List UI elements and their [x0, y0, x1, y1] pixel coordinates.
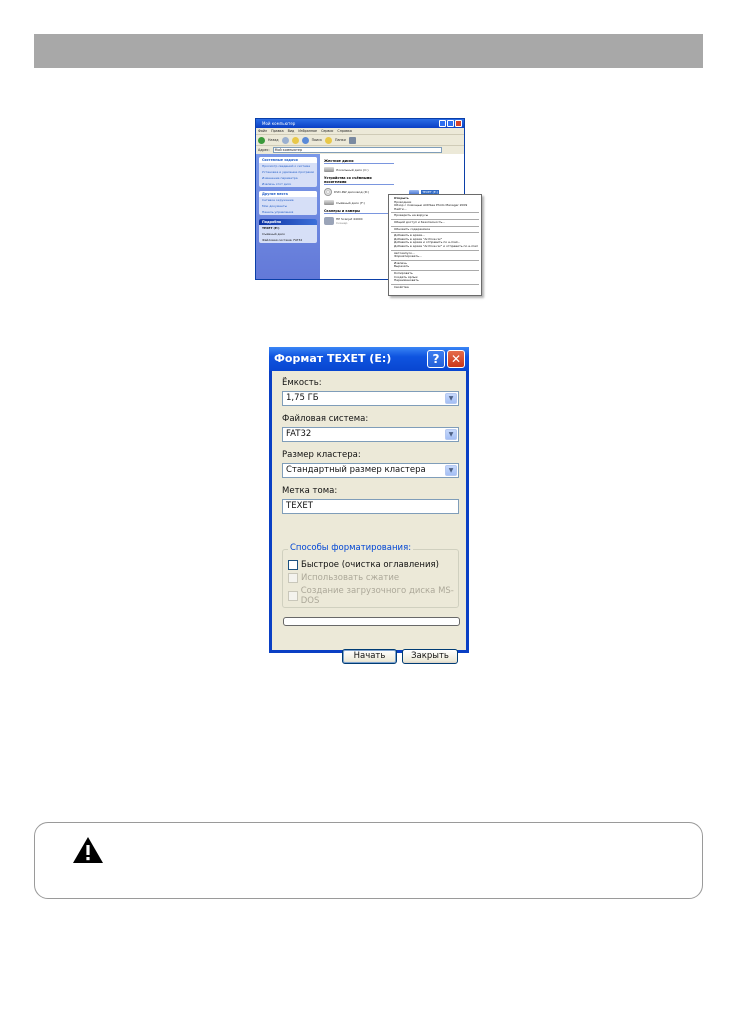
dialog-title-bar	[269, 347, 469, 371]
chevron-down-icon[interactable]: ▼	[445, 465, 457, 476]
msdos-checkbox	[288, 586, 466, 606]
details-panel	[259, 219, 317, 243]
menu-item-help[interactable]: Справка	[337, 129, 352, 133]
close-icon[interactable]	[455, 120, 462, 127]
msdos-label: Создание загрузочного диска MS-DOS	[300, 586, 454, 606]
close-button[interactable]: Закрыть	[402, 649, 458, 664]
cluster-label: Размер кластера:	[282, 450, 361, 460]
close-icon[interactable]: ✕	[447, 350, 465, 368]
up-folder-icon[interactable]	[292, 137, 299, 144]
menu-item-archive-rar-email[interactable]: Добавить в архив "Archive.rar" и отправить по e-mail	[394, 243, 478, 248]
details-type: Съёмный диск	[262, 232, 286, 236]
search-icon[interactable]	[302, 137, 309, 144]
menu-item-refresh[interactable]: Обновить содержимое	[394, 226, 431, 231]
panel-title[interactable]: Подробно	[259, 219, 317, 225]
chevron-down-icon[interactable]: ▼	[445, 393, 457, 404]
drive-item[interactable]	[324, 167, 460, 172]
address-bar	[256, 146, 464, 154]
folders-icon[interactable]	[325, 137, 332, 144]
cluster-value: Стандартный размер кластера	[286, 465, 426, 475]
context-menu	[388, 194, 482, 296]
progress-bar	[283, 617, 460, 626]
menu-item-explore[interactable]: Проводник	[394, 199, 412, 204]
header-bar	[34, 34, 703, 68]
fs-label: Файловая система:	[282, 414, 369, 424]
views-icon[interactable]	[349, 137, 356, 144]
scanner-icon	[324, 217, 334, 225]
menu-item-rename[interactable]: Переименовать	[394, 278, 419, 283]
start-button[interactable]: Начать	[342, 649, 397, 664]
hard-disk-icon	[324, 167, 334, 172]
warning-icon	[72, 836, 104, 864]
group-header: Сканеры и камеры	[324, 209, 394, 214]
checkbox-box	[288, 591, 298, 601]
forward-icon[interactable]	[282, 137, 289, 144]
panel-title[interactable]: Другие места	[259, 191, 317, 197]
help-icon[interactable]: ?	[427, 350, 445, 368]
cluster-select[interactable]	[282, 463, 459, 478]
compress-label: Использовать сжатие	[301, 573, 400, 583]
fs-value: FAT32	[286, 429, 312, 439]
menu-item-eject[interactable]: Извлечь	[394, 260, 407, 265]
group-header: Устройства со съёмными носителями	[324, 176, 394, 185]
task-pane	[256, 154, 320, 279]
menu-item-archive-rar[interactable]: Добавить в архив "Archive.rar"	[394, 236, 443, 241]
folders-label[interactable]: Папки	[335, 138, 346, 142]
drive-label: TEXET (E:)	[422, 190, 438, 194]
menu-item-favorites[interactable]: Избранное	[298, 129, 318, 133]
task-link[interactable]: Установка и удаление программ	[262, 170, 314, 174]
drive-item[interactable]	[324, 188, 369, 196]
scanner-label: HP Scanjet 4400C	[336, 217, 363, 221]
menu-item-acdsee[interactable]: Обзор с помощью ACDSee Photo Manager 2009	[394, 203, 468, 208]
task-link[interactable]: Просмотр сведений о системе	[262, 164, 311, 168]
volume-label: Метка тома:	[282, 486, 338, 496]
maximize-icon[interactable]	[447, 120, 454, 127]
menu-item-find[interactable]: Найти...	[394, 206, 407, 211]
task-link[interactable]: Изменение параметра	[262, 176, 298, 180]
volume-input[interactable]: TEXET	[282, 499, 459, 514]
minimize-icon[interactable]	[439, 120, 446, 127]
dialog-title: Формат TEXET (E:)	[274, 352, 392, 365]
menu-item-archive[interactable]: Добавить в архив...	[394, 233, 425, 238]
quick-format-label: Быстрое (очистка оглавления)	[301, 560, 439, 570]
capacity-value: 1,75 ГБ	[286, 393, 319, 403]
notice-box	[34, 822, 703, 899]
menu-item-open[interactable]: Открыть	[394, 196, 409, 200]
back-label[interactable]: Назад	[268, 138, 279, 142]
menu-item-tools[interactable]: Сервис	[321, 129, 334, 133]
search-label[interactable]: Поиск	[311, 138, 323, 142]
capacity-label: Ёмкость:	[282, 378, 322, 388]
drive-label: DVD-RW дисковод (D:)	[334, 190, 370, 194]
menu-item-cut[interactable]: Вырезать	[394, 264, 410, 269]
explorer-title: Мой компьютер	[262, 121, 296, 126]
back-icon[interactable]	[258, 137, 265, 144]
menu-item-file[interactable]: Файл	[258, 129, 268, 133]
explorer-toolbar	[256, 135, 464, 146]
menu-item-shortcut[interactable]: Создать ярлык	[394, 274, 418, 279]
menu-item-edit[interactable]: Правка	[271, 129, 284, 133]
checkbox-box	[288, 573, 298, 583]
other-places-panel	[259, 191, 317, 215]
place-link[interactable]: Мои документы	[262, 204, 288, 208]
address-label: Адрес:	[258, 148, 270, 152]
menu-item-sharing[interactable]: Общий доступ и безопасность...	[394, 219, 446, 224]
menu-item-properties[interactable]: Свойства	[394, 284, 409, 289]
menu-item-scan[interactable]: Проверить на вирусы	[394, 213, 429, 218]
cd-drive-icon	[324, 188, 332, 196]
group-header: Жесткие диски	[324, 159, 394, 164]
scanner-type: Сканер	[336, 221, 348, 225]
drive-label: Локальный диск (C:)	[336, 167, 369, 172]
menu-item-copy[interactable]: Копировать	[394, 270, 413, 275]
menu-item-format[interactable]: Форматировать...	[394, 254, 422, 259]
fs-select[interactable]	[282, 427, 459, 442]
address-input[interactable]: Мой компьютер	[273, 147, 442, 153]
place-link[interactable]: Сетевое окружение	[262, 198, 294, 202]
menu-item-autoplay[interactable]: Автозапуск...	[394, 250, 415, 255]
options-legend: Способы форматирования:	[290, 543, 412, 553]
panel-title[interactable]: Системные задачи	[259, 157, 317, 163]
capacity-select[interactable]	[282, 391, 459, 406]
compress-checkbox	[288, 573, 399, 583]
quick-format-checkbox[interactable]	[288, 560, 439, 570]
menu-item-view[interactable]: Вид	[287, 129, 295, 133]
drive-label: Съёмный диск (F:)	[336, 200, 365, 205]
checkbox-box[interactable]	[288, 560, 298, 570]
place-link[interactable]: Панель управления	[262, 210, 294, 214]
format-dialog	[269, 347, 469, 661]
task-link[interactable]: Извлечь этот диск	[262, 182, 292, 186]
details-name: TEXET (E:)	[262, 226, 280, 230]
system-tasks-panel	[259, 157, 317, 187]
explorer-menu-bar	[256, 128, 464, 135]
removable-disk-icon	[324, 200, 334, 205]
menu-item-archive-email[interactable]: Добавить в архив и отправить по e-mail...	[394, 240, 461, 245]
details-fs: Файловая система: FAT32	[262, 238, 303, 242]
explorer-title-bar	[256, 119, 464, 128]
chevron-down-icon[interactable]: ▼	[445, 429, 457, 440]
